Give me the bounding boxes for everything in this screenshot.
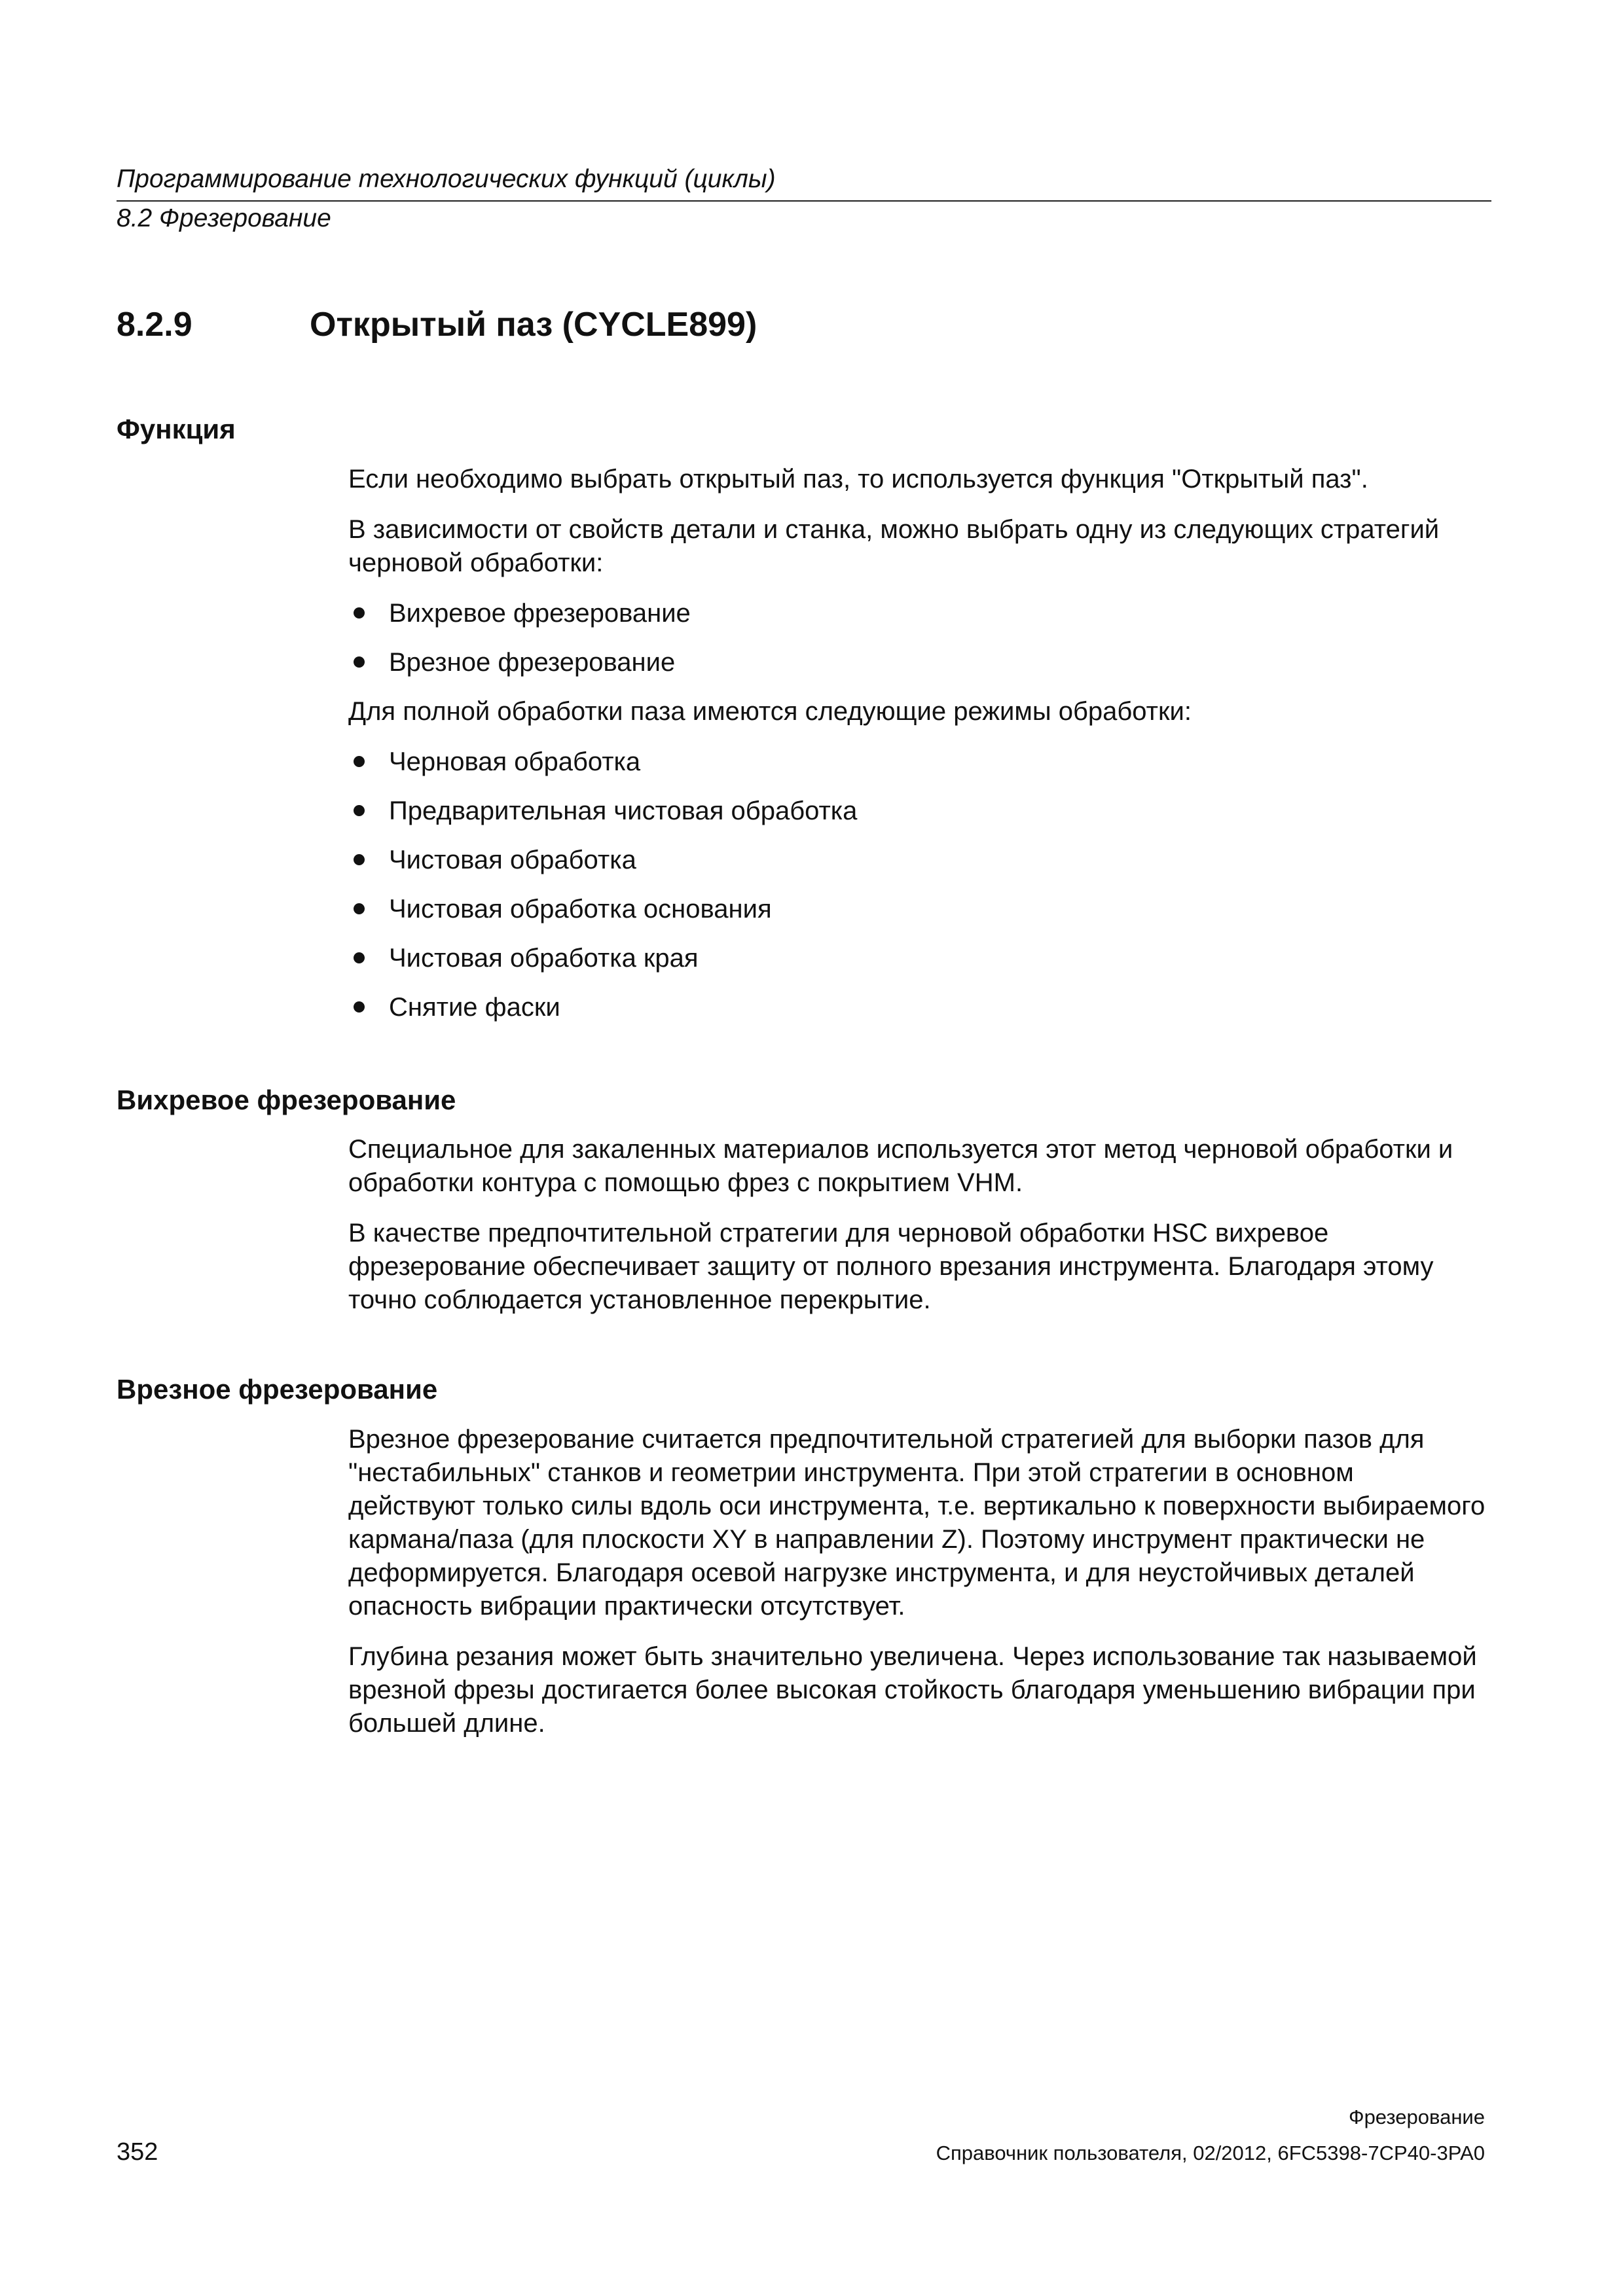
- bullet-icon: [354, 1001, 365, 1013]
- section-number: 8.2.9: [117, 306, 192, 344]
- list-item: Снятие фаски: [348, 991, 1487, 1024]
- footer-document: Справочник пользователя, 02/2012, 6FC5398-7CP40-3PA0: [936, 2142, 1485, 2164]
- trochoidal-heading: Вихревое фрезерование: [117, 1085, 456, 1115]
- list-item: Врезное фрезерование: [348, 646, 1487, 679]
- list-item: Чистовая обработка: [348, 844, 1487, 877]
- plunge-heading: Врезное фрезерование: [117, 1374, 438, 1405]
- function-body: [348, 463, 1487, 1040]
- function-heading: Функция: [117, 414, 236, 444]
- footer-section: Фрезерование: [1349, 2106, 1485, 2128]
- bullet-icon: [354, 607, 365, 619]
- plunge-paragraph: Глубина резания может быть значительно увеличена. Через использование так называемой врезной фрезы достигается более высокая стойкость благодаря уменьшению вибрации при большей длине.: [348, 1642, 1477, 1738]
- list-item: Вихревое фрезерование: [348, 597, 1487, 630]
- modes-intro: Для полной обработки паза имеются следующие режимы обработки:: [348, 697, 1192, 726]
- header-section: 8.2 Фрезерование: [117, 204, 331, 232]
- bullet-icon: [354, 756, 365, 767]
- bullet-icon: [354, 903, 365, 914]
- header-rule: [117, 200, 1491, 202]
- plunge-body: [348, 1423, 1487, 1757]
- plunge-paragraph: Врезное фрезерование считается предпочтительной стратегией для выборки пазов для "нестабильных" станков и геометрии инструмента. При этой стратегии в основном действуют только силы вдоль оси инструмента, т.е. вертикально к поверхности выбираемого кармана/паза (для плоскости XY в направлении Z). Поэтому инструмент практически не деформируется. Благодаря осевой нагрузке инструмента, и для неустойчивых деталей опасность вибрации практически отсутствует.: [348, 1425, 1486, 1621]
- bullet-icon: [354, 952, 365, 963]
- section-title: [117, 305, 757, 344]
- header-chapter: Программирование технологических функций (циклы): [117, 165, 776, 193]
- bullet-icon: [354, 854, 365, 865]
- function-intro: Если необходимо выбрать открытый паз, то используется функция "Открытый паз".: [348, 465, 1368, 493]
- list-item: Предварительная чистовая обработка: [348, 795, 1487, 828]
- strategies-list: [348, 597, 1487, 679]
- trochoidal-paragraph: Специальное для закаленных материалов используется этот метод черновой обработки и обработки контура с помощью фрез с покрытием VHM.: [348, 1135, 1453, 1197]
- trochoidal-paragraph: В качестве предпочтительной стратегии для черновой обработки HSC вихревое фрезерование обеспечивает защиту от полного врезания инструмента. Благодаря этому точно соблюдается установленное перекрытие.: [348, 1219, 1434, 1314]
- list-item: Чистовая обработка края: [348, 942, 1487, 975]
- trochoidal-body: [348, 1133, 1487, 1334]
- strategies-intro: В зависимости от свойств детали и станка, можно выбрать одну из следующих стратегий черновой обработки:: [348, 515, 1440, 577]
- section-title-text: Открытый паз (CYCLE899): [310, 306, 757, 344]
- page-number: 352: [117, 2138, 158, 2166]
- modes-list: [348, 745, 1487, 1024]
- running-header: [117, 164, 1491, 234]
- list-item: Черновая обработка: [348, 745, 1487, 779]
- list-item: Чистовая обработка основания: [348, 893, 1487, 926]
- bullet-icon: [354, 805, 365, 816]
- bullet-icon: [354, 656, 365, 668]
